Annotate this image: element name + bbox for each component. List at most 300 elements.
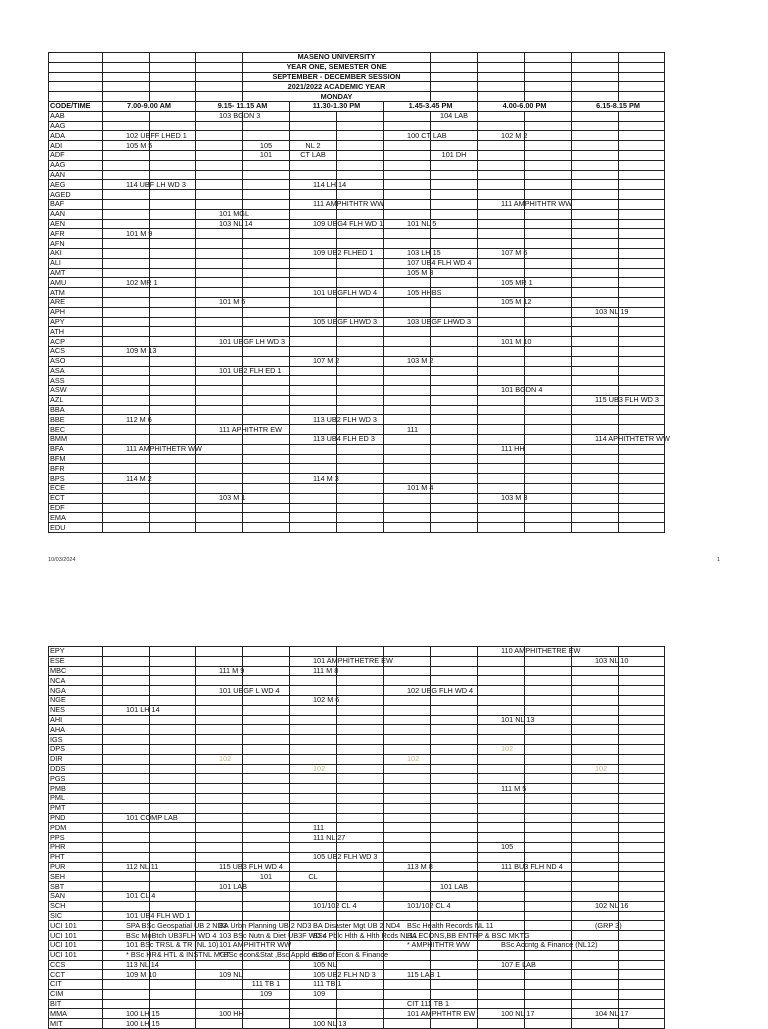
empty-cell	[103, 337, 150, 347]
cell-text: BBA	[50, 405, 65, 415]
empty-cell	[150, 82, 196, 92]
empty-cell	[103, 989, 150, 999]
title-year-text	[243, 62, 431, 72]
empty-cell	[150, 92, 196, 102]
cell-text: MBC	[50, 666, 67, 675]
empty-cell	[243, 647, 290, 657]
cell-text: 102 MR 1	[126, 277, 158, 287]
title-day	[49, 92, 665, 102]
table-row	[49, 170, 665, 180]
empty-cell	[478, 676, 525, 686]
empty-cell	[572, 346, 619, 356]
empty-cell	[243, 386, 290, 396]
empty-cell	[243, 901, 290, 911]
empty-cell	[103, 327, 150, 337]
table-row	[49, 823, 665, 833]
empty-cell	[619, 823, 665, 833]
empty-cell	[431, 813, 478, 823]
empty-cell	[572, 464, 619, 474]
course-code	[49, 989, 103, 999]
empty-cell	[384, 346, 431, 356]
room-entry	[290, 414, 377, 425]
table-row	[49, 705, 665, 715]
table-row	[49, 1009, 665, 1019]
empty-cell	[243, 435, 290, 445]
empty-cell	[150, 415, 196, 425]
cell-text: 112 M 6	[126, 414, 152, 424]
column-header	[290, 101, 384, 111]
cell-text: SIC	[50, 911, 63, 920]
cell-text: 107 M 2	[313, 356, 340, 366]
empty-cell	[525, 376, 572, 386]
empty-cell	[103, 160, 150, 170]
empty-cell	[619, 327, 665, 337]
empty-cell	[196, 891, 243, 901]
room-entry	[103, 930, 217, 941]
empty-cell	[384, 464, 431, 474]
room-entry	[103, 1008, 160, 1019]
table-row	[49, 425, 665, 435]
empty-cell	[243, 474, 290, 484]
empty-cell	[290, 160, 337, 170]
empty-cell	[196, 160, 243, 170]
table-row	[49, 111, 665, 121]
empty-cell	[290, 725, 337, 735]
empty-cell	[150, 190, 196, 200]
empty-cell	[103, 62, 150, 72]
cell-text: 114 APHITHTETR WW	[595, 434, 670, 444]
empty-cell	[150, 882, 196, 892]
empty-cell	[290, 503, 337, 513]
empty-cell	[619, 199, 665, 209]
empty-cell	[337, 803, 384, 813]
empty-cell	[572, 258, 619, 268]
cell-text: ADF	[50, 150, 65, 160]
empty-cell	[478, 503, 525, 513]
table-row	[49, 715, 665, 725]
room-entry	[290, 695, 340, 705]
empty-cell	[619, 842, 665, 852]
empty-cell	[290, 395, 337, 405]
empty-cell	[384, 666, 431, 676]
empty-cell	[619, 82, 665, 92]
empty-cell	[572, 715, 619, 725]
empty-cell	[384, 695, 431, 705]
cell-text: 102 UBFF LHED 1	[126, 130, 187, 140]
empty-cell	[150, 229, 196, 239]
cell-text: 111 AMPHITHTR WW	[313, 199, 385, 209]
table-row	[49, 258, 665, 268]
empty-cell	[150, 366, 196, 376]
table-row	[49, 989, 665, 999]
empty-cell	[525, 872, 572, 882]
empty-cell	[478, 395, 525, 405]
empty-cell	[196, 454, 243, 464]
empty-cell	[290, 803, 337, 813]
empty-cell	[103, 823, 150, 833]
empty-cell	[103, 901, 150, 911]
course-code	[49, 686, 103, 696]
empty-cell	[337, 705, 384, 715]
cell-text: AZL	[50, 395, 64, 405]
cell-text: 105 HHBS	[407, 287, 442, 297]
empty-cell	[572, 474, 619, 484]
room-entry	[196, 424, 282, 435]
table-row	[49, 464, 665, 474]
cell-text: NGA	[50, 685, 66, 695]
empty-cell	[619, 239, 665, 249]
empty-cell	[196, 327, 243, 337]
cell-text: AAB	[50, 111, 65, 121]
room-entry	[478, 861, 563, 872]
table-row	[49, 278, 665, 288]
empty-cell	[572, 454, 619, 464]
empty-cell	[243, 454, 290, 464]
cell-text: 103 M 2	[407, 356, 434, 366]
empty-cell	[572, 735, 619, 745]
empty-cell	[384, 170, 431, 180]
empty-cell	[337, 131, 384, 141]
table-row	[49, 960, 665, 970]
empty-cell	[290, 170, 337, 180]
empty-cell	[196, 735, 243, 745]
empty-cell	[150, 209, 196, 219]
empty-cell	[525, 493, 572, 503]
empty-cell	[619, 686, 665, 696]
empty-cell	[525, 229, 572, 239]
room-entry	[290, 218, 384, 229]
empty-cell	[103, 493, 150, 503]
empty-cell	[337, 940, 384, 950]
empty-cell	[150, 503, 196, 513]
empty-cell	[384, 882, 431, 892]
course-code	[49, 921, 103, 931]
room-entry	[103, 940, 219, 950]
empty-cell	[619, 774, 665, 784]
empty-cell	[243, 209, 290, 219]
empty-cell	[196, 376, 243, 386]
empty-cell	[431, 82, 478, 92]
empty-cell	[243, 833, 290, 843]
cell-text: ECE	[50, 483, 66, 493]
course-code	[49, 513, 103, 523]
empty-cell	[150, 666, 196, 676]
room-entry	[290, 960, 337, 970]
empty-cell	[619, 764, 665, 774]
course-code	[49, 199, 103, 209]
empty-cell	[619, 346, 665, 356]
empty-cell	[243, 395, 290, 405]
cell-text: 113 UB4 FLH ED 3	[313, 434, 375, 444]
cell-text: BPS	[50, 473, 65, 483]
empty-cell	[290, 999, 337, 1009]
empty-cell	[525, 970, 572, 980]
empty-cell	[196, 141, 243, 151]
course-code	[49, 160, 103, 170]
room-entry	[290, 872, 337, 882]
empty-cell	[337, 268, 384, 278]
cell-text: 113 NL 14	[126, 959, 159, 969]
empty-cell	[525, 395, 572, 405]
empty-cell	[478, 62, 525, 72]
cell-text: PPS	[50, 832, 65, 842]
empty-cell	[196, 784, 243, 794]
room-entry	[196, 493, 246, 503]
empty-cell	[196, 695, 243, 705]
empty-cell	[196, 513, 243, 523]
empty-cell	[384, 386, 431, 396]
empty-cell	[196, 656, 243, 666]
empty-cell	[196, 131, 243, 141]
room-entry	[384, 287, 442, 298]
empty-cell	[525, 523, 572, 533]
empty-cell	[431, 121, 478, 131]
empty-cell	[619, 989, 665, 999]
title-academic-year-text	[243, 82, 431, 92]
cell-text: 109	[259, 989, 273, 999]
empty-cell	[572, 53, 619, 63]
empty-cell	[525, 901, 572, 911]
empty-cell	[572, 121, 619, 131]
cell-text: 103 BGDN 3	[219, 111, 261, 121]
empty-cell	[525, 258, 572, 268]
course-code	[49, 337, 103, 347]
column-header	[196, 101, 290, 111]
table-row	[49, 474, 665, 484]
empty-cell	[243, 376, 290, 386]
empty-cell	[478, 523, 525, 533]
empty-cell	[431, 72, 478, 82]
empty-cell	[150, 735, 196, 745]
empty-cell	[384, 725, 431, 735]
empty-cell	[243, 823, 290, 833]
title-session-text	[243, 72, 431, 82]
empty-cell	[150, 891, 196, 901]
empty-cell	[384, 735, 431, 745]
empty-cell	[431, 405, 478, 415]
course-code	[49, 307, 103, 317]
course-code	[49, 229, 103, 239]
room-entry	[103, 277, 158, 288]
cell-text: AAN	[50, 170, 66, 179]
empty-cell	[150, 199, 196, 209]
empty-cell	[572, 268, 619, 278]
empty-cell	[243, 1009, 290, 1019]
course-code	[49, 150, 103, 160]
empty-cell	[196, 911, 243, 921]
empty-cell	[150, 268, 196, 278]
empty-cell	[243, 268, 290, 278]
table-row	[49, 356, 665, 366]
room-entry	[478, 744, 525, 754]
empty-cell	[150, 297, 196, 307]
empty-cell	[431, 209, 478, 219]
empty-cell	[290, 813, 337, 823]
empty-cell	[150, 715, 196, 725]
empty-cell	[525, 735, 572, 745]
cell-text: 109	[313, 989, 326, 999]
table-row	[49, 160, 665, 170]
empty-cell	[243, 666, 290, 676]
course-code	[49, 891, 103, 901]
empty-cell	[243, 131, 290, 141]
room-entry	[290, 434, 375, 445]
empty-cell	[384, 199, 431, 209]
course-code	[49, 376, 103, 386]
cell-text: PMB	[50, 783, 66, 793]
cell-text: 101 COMP LAB	[126, 812, 178, 822]
empty-cell	[290, 686, 337, 696]
empty-cell	[290, 484, 337, 494]
cell-text: BA ECONS,BB ENTRP & BSC MKTG	[407, 930, 530, 940]
course-code	[49, 484, 103, 494]
empty-cell	[572, 931, 619, 941]
empty-cell	[525, 180, 572, 190]
empty-cell	[525, 444, 572, 454]
empty-cell	[572, 62, 619, 72]
empty-cell	[431, 872, 478, 882]
room-entry	[196, 685, 280, 696]
cell-text: 111 APHITHTR EW	[219, 424, 282, 434]
empty-cell	[525, 131, 572, 141]
cell-text: 101 UB4 FLH WD 1	[126, 910, 191, 920]
empty-cell	[103, 82, 150, 92]
empty-cell	[619, 666, 665, 676]
empty-cell	[196, 999, 243, 1009]
empty-cell	[196, 725, 243, 735]
empty-cell	[103, 484, 150, 494]
course-code	[49, 931, 103, 941]
empty-cell	[103, 656, 150, 666]
cell-text: BAF	[50, 199, 65, 209]
cell-text: BSc Accntg & Finance (NL12)	[501, 940, 598, 950]
empty-cell	[290, 307, 337, 317]
empty-cell	[525, 823, 572, 833]
empty-cell	[290, 425, 337, 435]
empty-cell	[619, 258, 665, 268]
empty-cell	[150, 435, 196, 445]
course-code	[49, 239, 103, 249]
room-entry	[290, 823, 337, 833]
room-entry	[478, 940, 598, 950]
empty-cell	[150, 464, 196, 474]
empty-cell	[431, 464, 478, 474]
empty-cell	[572, 170, 619, 180]
empty-cell	[572, 405, 619, 415]
cell-text: AFN	[50, 238, 65, 248]
empty-cell	[619, 190, 665, 200]
empty-cell	[150, 999, 196, 1009]
empty-cell	[337, 647, 384, 657]
empty-cell	[384, 891, 431, 901]
empty-cell	[243, 754, 290, 764]
empty-cell	[243, 999, 290, 1009]
empty-cell	[337, 307, 384, 317]
empty-cell	[103, 686, 150, 696]
cell-text: ADI	[50, 140, 63, 150]
cell-text: ASA	[50, 366, 65, 375]
empty-cell	[337, 725, 384, 735]
empty-cell	[478, 852, 525, 862]
empty-cell	[103, 239, 150, 249]
empty-cell	[243, 248, 290, 258]
empty-cell	[619, 219, 665, 229]
empty-cell	[150, 72, 196, 82]
room-entry	[478, 248, 528, 258]
empty-cell	[196, 435, 243, 445]
empty-cell	[290, 862, 337, 872]
empty-cell	[572, 872, 619, 882]
cell-text: 105 UB2 FLH ND 3	[313, 969, 376, 979]
empty-cell	[572, 111, 619, 121]
empty-cell	[619, 337, 665, 347]
empty-cell	[478, 764, 525, 774]
room-entry	[478, 277, 533, 288]
empty-cell	[337, 190, 384, 200]
table-row	[49, 793, 665, 803]
room-entry	[290, 179, 347, 190]
empty-cell	[337, 160, 384, 170]
empty-cell	[243, 735, 290, 745]
empty-cell	[103, 395, 150, 405]
empty-cell	[103, 833, 150, 843]
empty-cell	[478, 268, 525, 278]
room-entry	[290, 901, 357, 911]
empty-cell	[525, 950, 572, 960]
title-year	[49, 62, 665, 72]
room-entry	[290, 666, 337, 676]
cell-text: AGED	[50, 189, 71, 199]
cell-text: 100 NL 17	[501, 1008, 535, 1018]
empty-cell	[619, 366, 665, 376]
cell-text: 101 NL 5	[407, 218, 437, 228]
room-entry	[384, 316, 472, 327]
empty-cell	[103, 735, 150, 745]
empty-cell	[619, 454, 665, 464]
empty-cell	[243, 297, 290, 307]
cell-text: 101 M 10	[501, 336, 532, 346]
empty-cell	[290, 376, 337, 386]
empty-cell	[150, 833, 196, 843]
cell-text: 101/102 CL 4	[407, 901, 451, 911]
empty-cell	[337, 209, 384, 219]
table-row	[49, 686, 665, 696]
empty-cell	[572, 356, 619, 366]
empty-cell	[243, 764, 290, 774]
empty-cell	[572, 833, 619, 843]
empty-cell	[619, 278, 665, 288]
cell-text: 100 LH 15	[126, 1008, 160, 1018]
table-row	[49, 454, 665, 464]
empty-cell	[431, 493, 478, 503]
empty-cell	[196, 317, 243, 327]
empty-cell	[384, 715, 431, 725]
empty-cell	[337, 405, 384, 415]
empty-cell	[572, 209, 619, 219]
empty-cell	[384, 803, 431, 813]
empty-cell	[572, 960, 619, 970]
empty-cell	[384, 395, 431, 405]
empty-cell	[384, 278, 431, 288]
empty-cell	[243, 793, 290, 803]
empty-cell	[525, 111, 572, 121]
empty-cell	[384, 141, 431, 151]
cell-text: 113 UB2 FLH WD 3	[313, 414, 377, 424]
empty-cell	[431, 484, 478, 494]
empty-cell	[619, 386, 665, 396]
empty-cell	[150, 842, 196, 852]
cell-text: PND	[50, 813, 66, 822]
